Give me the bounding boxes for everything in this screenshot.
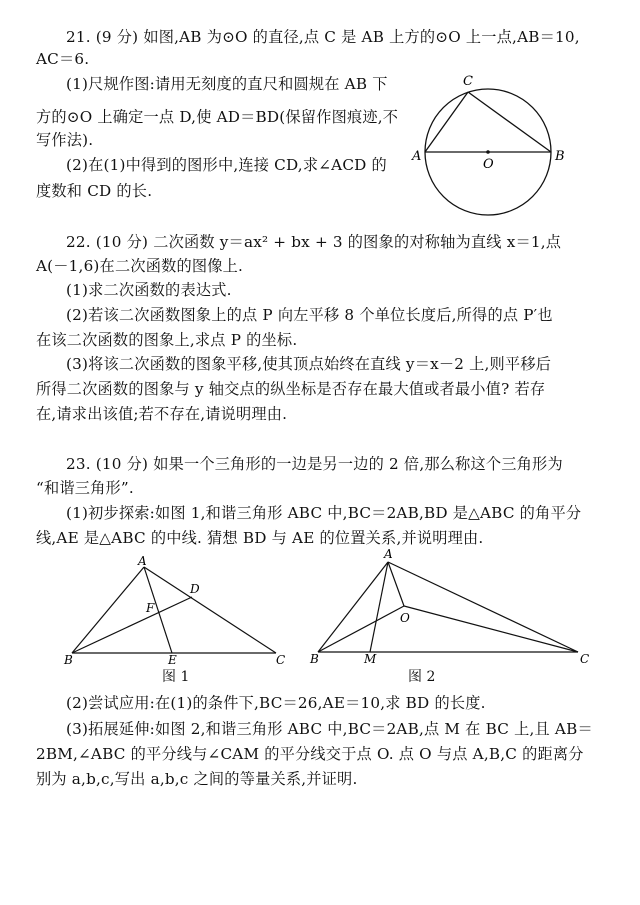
q23-line-3: (1)初步探索:如图 1,和谐三角形 ABC 中,BC＝2AB,BD 是△ABC 的角平分 — [66, 504, 582, 522]
q22-line-2: A(－1,6)在二次函数的图像上. — [36, 257, 244, 275]
q22-line-6: (3)将该二次函数的图象平移,使其顶点始终在直线 y＝x－2 上,则平移后 — [66, 355, 552, 373]
label-f: F — [146, 601, 155, 615]
q23-line-2: “和谐三角形”. — [36, 479, 134, 497]
q22-line-4: (2)若该二次函数图象上的点 P 向左平移 8 个单位长度后,所得的点 P′也 — [66, 306, 553, 324]
q21-circle-figure — [410, 68, 570, 218]
q23-figure-1 — [62, 556, 294, 668]
figure-1-caption: 图 1 — [162, 669, 190, 685]
label-b: B — [310, 652, 319, 666]
q21-line-4: 方的⊙O 上确定一点 D,使 AD＝BD(保留作图痕迹,不 — [36, 108, 399, 126]
segment-co — [404, 606, 578, 652]
q23-line-6: (3)拓展延伸:如图 2,和谐三角形 ABC 中,BC＝2AB,点 M 在 BC 上,且 AB＝ — [66, 720, 593, 738]
q22-line-1: 22. (10 分) 二次函数 y＝ax² + bx + 3 的图象的对称轴为直线 x＝1,点 — [66, 233, 562, 251]
q22-line-3: (1)求二次函数的表达式. — [66, 281, 232, 299]
q23-line-4: 线,AE 是△ABC 的中线. 猜想 BD 与 AE 的位置关系,并说明理由. — [36, 529, 484, 547]
segment-bd — [72, 597, 192, 653]
q22-line-7: 所得二次函数的图象与 y 轴交点的纵坐标是否存在最大值或者最小值? 若存 — [36, 380, 546, 398]
segment-am — [370, 562, 388, 652]
label-e: E — [168, 653, 177, 667]
q23-line-1: 23. (10 分) 如果一个三角形的一边是另一边的 2 倍,那么称这个三角形为 — [66, 455, 563, 473]
segment-ab — [318, 562, 388, 652]
label-o: O — [483, 157, 494, 172]
q23-line-7: 2BM,∠ABC 的平分线与∠CAM 的平分线交于点 O. 点 O 与点 A,B,C 的距离分 — [36, 745, 584, 763]
label-o: O — [400, 611, 410, 625]
label-d: D — [190, 582, 200, 596]
label-c: C — [276, 653, 286, 667]
segment-bc — [468, 92, 551, 152]
label-a: A — [412, 149, 422, 164]
segment-ab — [72, 567, 144, 653]
label-c: C — [463, 74, 473, 89]
center-point-o — [486, 150, 490, 154]
segment-ac — [388, 562, 578, 652]
q21-line-2: AC＝6. — [36, 50, 90, 68]
q23-line-8: 别为 a,b,c,写出 a,b,c 之间的等量关系,并证明. — [36, 770, 358, 788]
label-b: B — [555, 149, 565, 164]
q21-line-3: (1)尺规作图:请用无刻度的直尺和圆规在 AB 下 — [66, 75, 388, 93]
q22-line-5: 在该二次函数的图象上,求点 P 的坐标. — [36, 331, 298, 349]
q21-line-5: 写作法). — [36, 131, 94, 149]
figure-2-caption: 图 2 — [408, 669, 436, 685]
q21-line-6: (2)在(1)中得到的图形中,连接 CD,求∠ACD 的 — [66, 156, 387, 174]
label-a: A — [384, 547, 393, 561]
q22-line-8: 在,请求出该值;若不存在,请说明理由. — [36, 405, 288, 423]
q21-line-7: 度数和 CD 的长. — [36, 182, 153, 200]
segment-ac — [425, 92, 468, 152]
q23-figure-2 — [308, 546, 608, 668]
label-c: C — [580, 652, 590, 666]
label-b: B — [64, 653, 73, 667]
q23-line-5: (2)尝试应用:在(1)的条件下,BC＝26,AE＝10,求 BD 的长度. — [66, 694, 486, 712]
segment-bo — [318, 606, 404, 652]
label-m: M — [364, 652, 377, 666]
label-a: A — [138, 556, 147, 568]
q21-line-1: 21. (9 分) 如图,AB 为⊙O 的直径,点 C 是 AB 上方的⊙O 上一点,AB＝10, — [66, 28, 580, 46]
